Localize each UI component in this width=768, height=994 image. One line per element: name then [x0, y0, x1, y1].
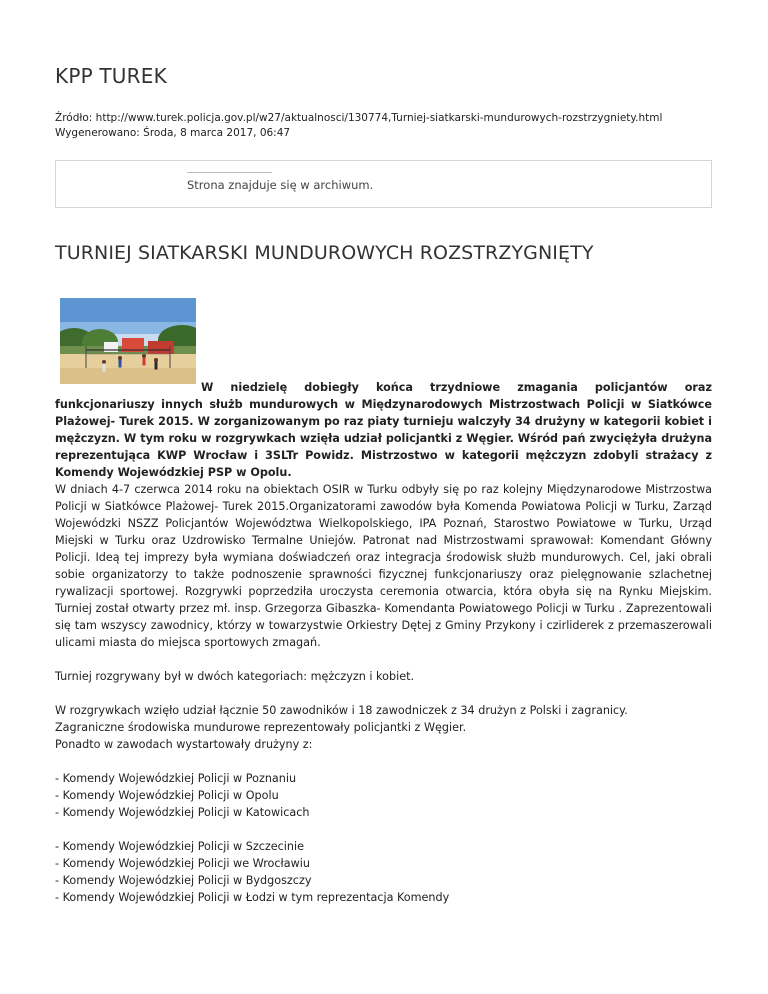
article-photo	[60, 298, 196, 384]
archive-notice: Strona znajduje się w archiwum.	[187, 178, 374, 192]
list-item: - Komendy Wojewódzkiej Policji w Opolu	[55, 789, 279, 802]
paragraph-line: Zagraniczne środowiska mundurowe reprezentowały policjantki z Węgier.	[55, 721, 467, 734]
teams-list	[55, 770, 712, 821]
generated-line	[55, 126, 662, 141]
article-paragraph: W dniach 4-7 czerwca 2014 roku na obiektach OSIR w Turku odbyły się po raz kolejny Międzynarodowe Mistrzostwa Policji w Siatkówce Plażowej- Turek 2015.Organizatorami zawodów była Komenda Powiatowa Policji w Turku, Zarząd Wojewódzki NSZZ Policjantów Województwa Wielkopolskiego, IPA Poznań, Starostwo Powiatowe w Turku, Urząd Miejski w Turku oraz Uzdrowisko Termalne Uniejów. Patronat nad Mistrzostwami sprawował: Komendant Główny Policji. Ideą tej imprezy była wymiana doświadczeń oraz integracja środowisk służb mundurowych. Cel, jaki obrali sobie organizatorzy to także podnoszenie sprawności fizycznej funkcjonariuszy oraz pielęgnowanie szlachetnej rywalizacji sportowej. Rozgrywki poprzedziła uroczysta ceremonia otwarcia, która obyła się na Rynku Miejskim. Turniej został otwarty przez mł. insp. Grzegorza Gibaszka- Komendanta Powiatowego Policji w Turku . Zaprezentowali się tam wszyscy zawodnicy, którzy w towarzystwie Orkiestry Dętej z Gminy Przykony i czirliderek z przemaszerowali ulicami miasta do miejsca sportowych zmagań.	[55, 483, 712, 649]
teams-list	[55, 838, 712, 906]
paragraph-line: W rozgrywkach wzięło udział łącznie 50 zawodników i 18 zawodniczek z 34 drużyn z Polski i zagranicy.	[55, 704, 628, 717]
source-line	[55, 111, 662, 126]
source-label: Źródło:	[55, 112, 93, 124]
list-item: - Komendy Wojewódzkiej Policji w Bydgoszczy	[55, 874, 312, 887]
article-body	[55, 379, 712, 906]
archive-divider	[187, 172, 272, 173]
list-item: - Komendy Wojewódzkiej Policji w Katowicach	[55, 806, 310, 819]
generated-date: Środa, 8 marca 2017, 06:47	[143, 127, 291, 139]
page-meta	[55, 111, 662, 141]
site-title: KPP TUREK	[55, 64, 167, 88]
article-title: TURNIEJ SIATKARSKI MUNDUROWYCH ROZSTRZYGNIĘTY	[55, 242, 594, 264]
participants-intro	[55, 702, 712, 753]
list-item: - Komendy Wojewódzkiej Policji w Łodzi w tym reprezentacja Komendy	[55, 891, 450, 904]
archive-notice-box	[55, 160, 712, 208]
list-item: - Komendy Wojewódzkiej Policji we Wrocławiu	[55, 857, 310, 870]
article-paragraph: Turniej rozgrywany był w dwóch kategoriach: mężczyzn i kobiet.	[55, 670, 415, 683]
article-lead: W niedzielę dobiegły końca trzydniowe zmagania policjantów oraz funkcjonariuszy innych służb mundurowych w Międzynarodowych Mistrzostwach Policji w Siatkówce Plażowej- Turek 2015. W zorganizowanym po raz piaty turnieju walczyły 34 drużyny w kategorii kobiet i mężczyzn. W tym roku w rozgrywkach wzięła udział policjantki z Węgier. Wśród pań zwyciężyła drużyna reprezentująca KWP Wrocław i 3SLTr Powidz. Mistrzostwo w kategorii mężczyzn zdobyli strażacy z Komendy Wojewódzkiej PSP w Opolu.	[55, 381, 712, 479]
list-item: - Komendy Wojewódzkiej Policji w Szczecinie	[55, 840, 304, 853]
paragraph-line: Ponadto w zawodach wystartowały drużyny z:	[55, 738, 313, 751]
generated-label: Wygenerowano:	[55, 127, 140, 139]
source-url: http://www.turek.policja.gov.pl/w27/aktualnosci/130774,Turniej-siatkarski-mundurowych-rozstrzygniety.html	[95, 112, 663, 124]
list-item: - Komendy Wojewódzkiej Policji w Poznaniu	[55, 772, 297, 785]
